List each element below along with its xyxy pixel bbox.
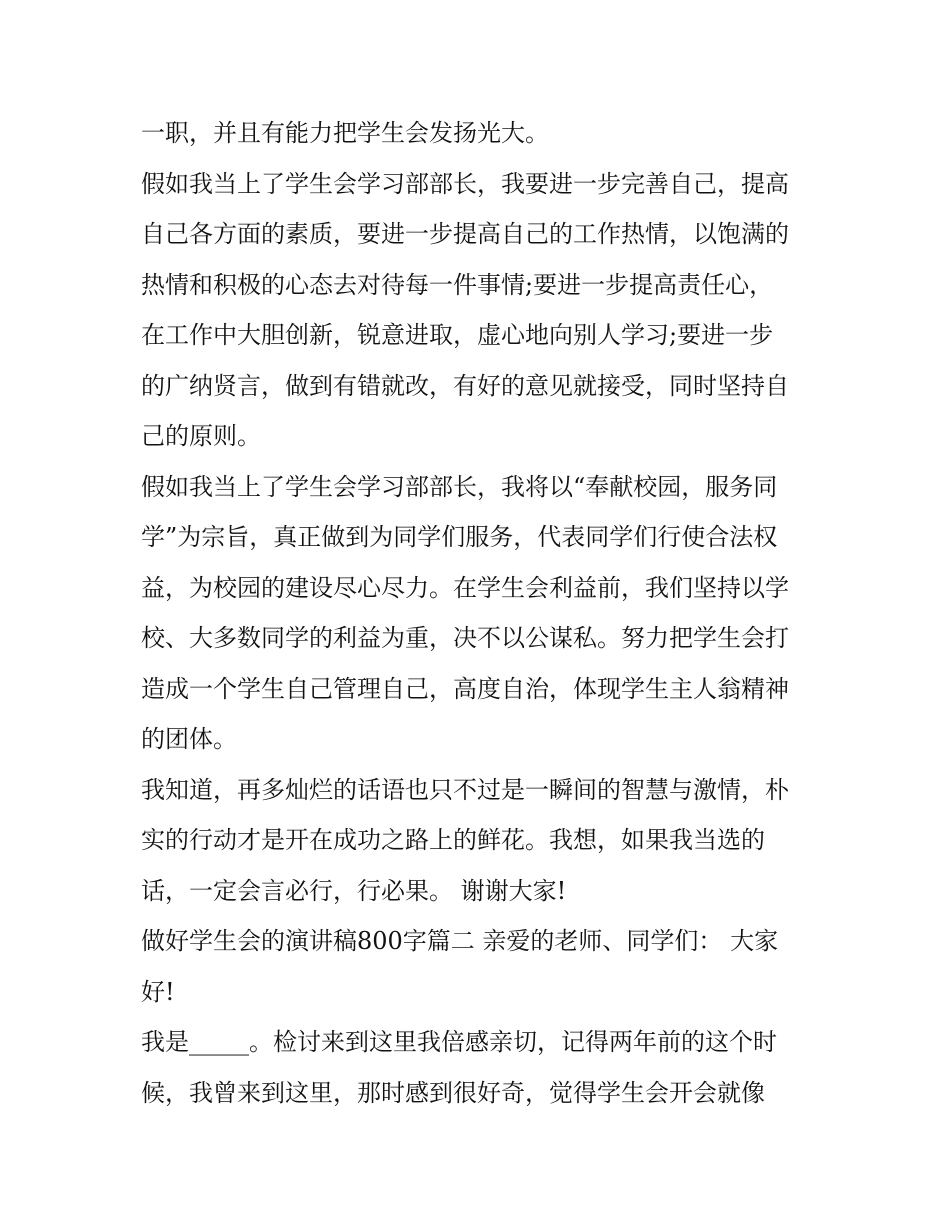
text-line: 益，为校园的建设尽心尽力。在学生会利益前，我们坚持以学 xyxy=(141,573,789,602)
text-line: 做好学生会的演讲稿800字篇二 亲爱的老师、同学们： 大家 xyxy=(141,927,779,955)
text-line: 校、大多数同学的利益为重，决不以公谋私。努力把学生会打 xyxy=(141,624,789,652)
text-line: 话，一定会言必行，行必果。 谢谢大家! xyxy=(141,876,567,905)
text-line: 热情和积极的心态去对待每一件事情;要进一步提高责任心， xyxy=(141,270,774,299)
text-line: 假如我当上了学生会学习部部长，我要进一步完善自己，提高 xyxy=(141,169,789,198)
text-line: 造成一个学生自己管理自己，高度自治，体现学生主人翁精神 xyxy=(141,674,789,703)
text-line: 自己各方面的素质，要进一步提高自己的工作热情，以饱满的 xyxy=(141,220,789,248)
text-line: 假如我当上了学生会学习部部长，我将以“奉献校园，服务同 xyxy=(141,472,778,501)
text-line: 己的原则。 xyxy=(141,422,261,450)
text-line: 一职，并且有能力把学生会发扬光大。 xyxy=(141,119,549,147)
text-line: 好! xyxy=(141,977,175,1006)
text-line: 我知道，再多灿烂的话语也只不过是一瞬间的智慧与激情，朴 xyxy=(141,775,789,804)
text-line: 我是_____。检讨来到这里我倍感亲切，记得两年前的这个时 xyxy=(141,1028,777,1056)
text-line: 在工作中大胆创新，锐意进取，虚心地向别人学习;要进一步 xyxy=(141,321,774,349)
text-line: 实的行动才是开在成功之路上的鲜花。我想，如果我当选的 xyxy=(141,826,765,854)
document-body xyxy=(141,108,821,1118)
text-line: 学”为宗旨，真正做到为同学们服务，代表同学们行使合法权 xyxy=(141,523,778,551)
text-line: 的广纳贤言，做到有错就改，有好的意见就接受，同时坚持自 xyxy=(141,371,789,400)
text-line: 候，我曾来到这里，那时感到很好奇，觉得学生会开会就像 xyxy=(141,1078,765,1107)
text-line: 的团体。 xyxy=(141,725,237,753)
